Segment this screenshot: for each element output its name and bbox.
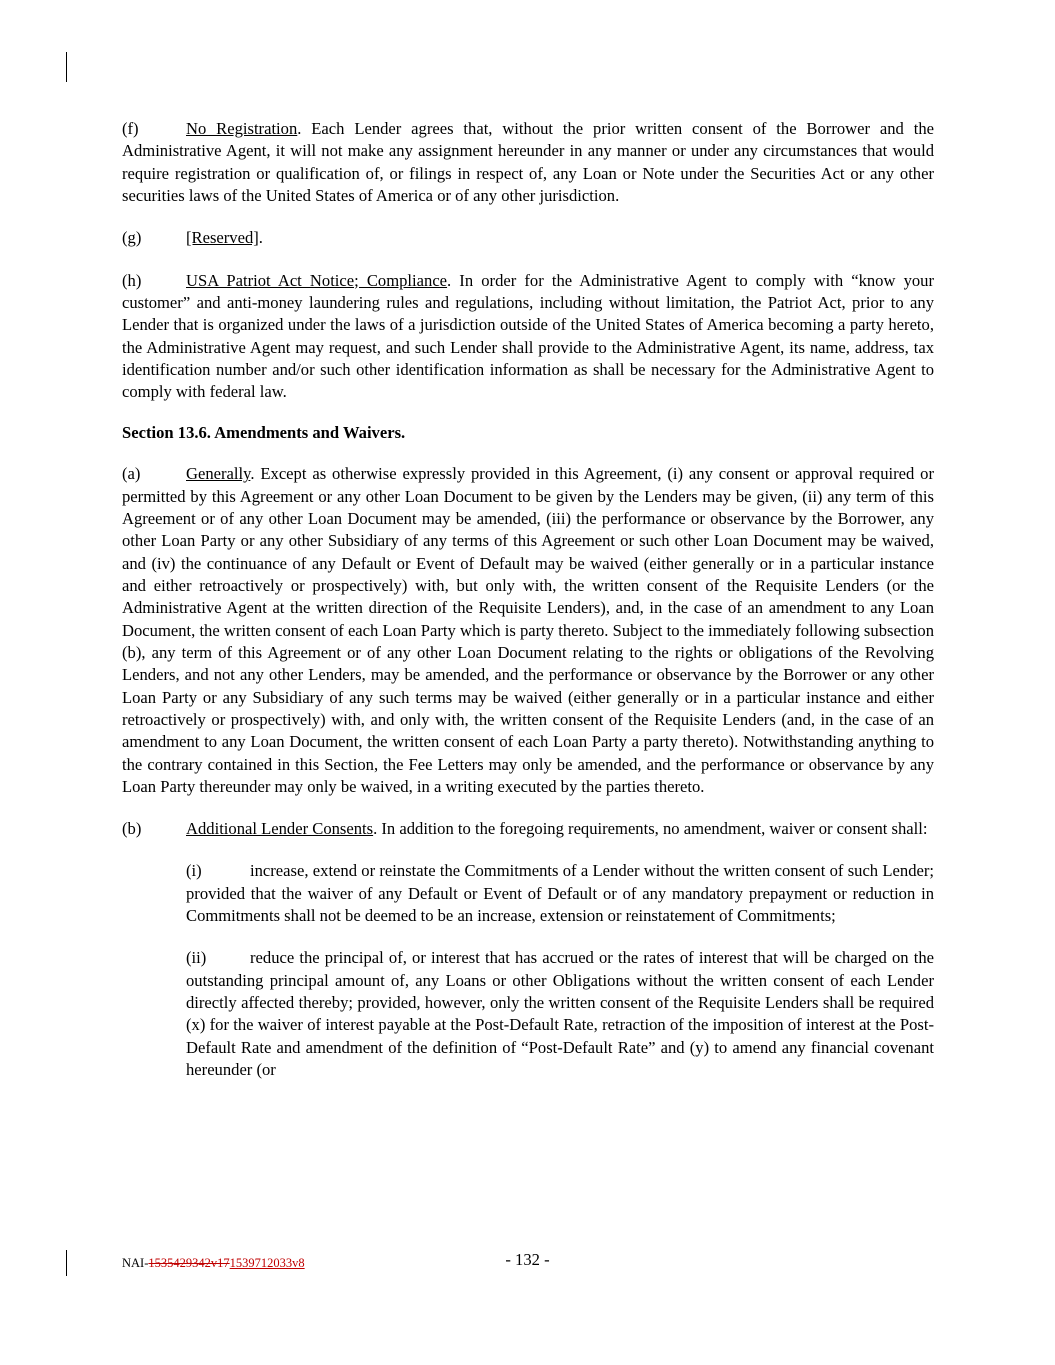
clause-a [122,463,934,798]
clause-g [122,227,934,249]
clause-g-lead: [Reserved] [186,228,259,248]
clause-a-lead: Generally [186,464,251,484]
clause-h-marker: (h) [122,270,142,290]
clause-h [122,270,934,404]
subclause-ii [186,947,934,1081]
document-body [122,118,934,1101]
clause-g-text: . [258,228,263,248]
subclause-ii-text: reduce the principal of, or interest that has accrued or the rates of interest that will be charged on the outstanding principal amount of, any Loans or other Obligations without the written consent of each Lender directly affected thereby; provided, however, only the written consent of the Requisite Lenders shall be required (x) for the waiver of interest payable at the Post-Default Rate, retraction of the imposition of interest at the Post-Default Rate and amendment of the definition of “Post-Default Rate” and (y) to amend any financial covenant hereunder (or [186,948,934,1079]
page-number: - 132 - [505,1250,550,1269]
subclause-ii-marker: (ii) [186,948,207,968]
subclause-i [186,860,934,927]
subclause-list [186,860,934,1081]
clause-b-text: . In addition to the foregoing requirements, no amendment, waiver or consent shall: [373,819,928,839]
clause-f-lead: No Registration [186,119,298,138]
clause-f-marker: (f) [122,119,139,138]
revision-change-bar-top [66,52,67,82]
clause-b-marker: (b) [122,819,142,839]
section-heading: Section 13.6. Amendments and Waivers. [122,423,406,443]
footer-inserted-id: 1539712033v8 [229,1256,305,1270]
clause-h-text: . In order for the Administrative Agent to comply with “know your customer” and anti-money laundering rules and regulations, including without limitation, the Patriot Act, prior to any Lender that is organized under the laws of a jurisdiction outside of the United States of America becoming a party hereto, the Administrative Agent may request, and such Lender shall provide to the Administrative Agent, its name, address, tax identification number and/or such other identification information as shall be necessary for the Administrative Agent to comply with federal law. [122,270,934,402]
clause-h-lead: USA Patriot Act Notice; Compliance [186,270,448,290]
clause-b [122,818,934,840]
clause-f [122,118,934,207]
footer-prefix: NAI- [122,1256,149,1270]
clause-a-text: . Except as otherwise expressly provided in this Agreement, (i) any consent or approval required or permitted by this Agreement or any other Loan Document to be given by the Lenders may be given, (ii) any term of this Agreement or of any other Loan Document may be amended, (iii) the performance or observance by the Borrower, any other Loan Party or any other Subsidiary of any terms of this Agreement or such other Loan Document may be waived, and (iv) the continuance of any Default or Event of Default may be waived (either generally or in a particular instance and either retroactively or prospectively) with, but only with, the written consent of the Requisite Lenders (or the Administrative Agent at the written direction of the Requisite Lenders), and, in the case of an amendment to any Loan Document, the written consent of each Loan Party which is party thereto. Subject to the immediately following subsection (b), any term of this Agreement or of any other Loan Document relating to the rights or obligations of the Revolving Lenders, and not any other Lenders, may be amended, and the performance or observance by the Borrower or any other Loan Party or any Subsidiary of any such terms may be waived (either generally or in a particular instance and either retroactively or prospectively) with, and only with, the written consent of the Requisite Lenders (and, in the case of an amendment to any Loan Document, the written consent of each Loan Party a party thereto). Notwithstanding anything to the contrary contained in this Section, the Fee Letters may only be amended, and the performance or observance by any Loan Party thereunder may only be waived, in a writing executed by the parties thereto. [122,464,934,796]
subclause-i-marker: (i) [186,861,202,881]
clause-b-lead: Additional Lender Consents [186,819,374,839]
footer-deleted-id: 1535429342v17 [148,1256,230,1270]
subclause-i-text: increase, extend or reinstate the Commitments of a Lender without the written consent of such Lender; provided that the waiver of any Default or Event of Default or of any mandatory prepayment or reduction in Commitments shall not be deemed to be an increase, extension or reinstatement of Commitments; [186,861,934,926]
clause-f-text: . Each Lender agrees that, without the prior written consent of the Borrower and the Administrative Agent, it will not make any assignment hereunder in any manner or under any circumstances that would require registration or qualification of, or filings in respect of, any Loan or Note under the Securities Act or any other securities laws of the United States of America or of any other jurisdiction. [122,119,934,205]
clause-a-marker: (a) [122,464,141,484]
clause-g-marker: (g) [122,228,142,248]
